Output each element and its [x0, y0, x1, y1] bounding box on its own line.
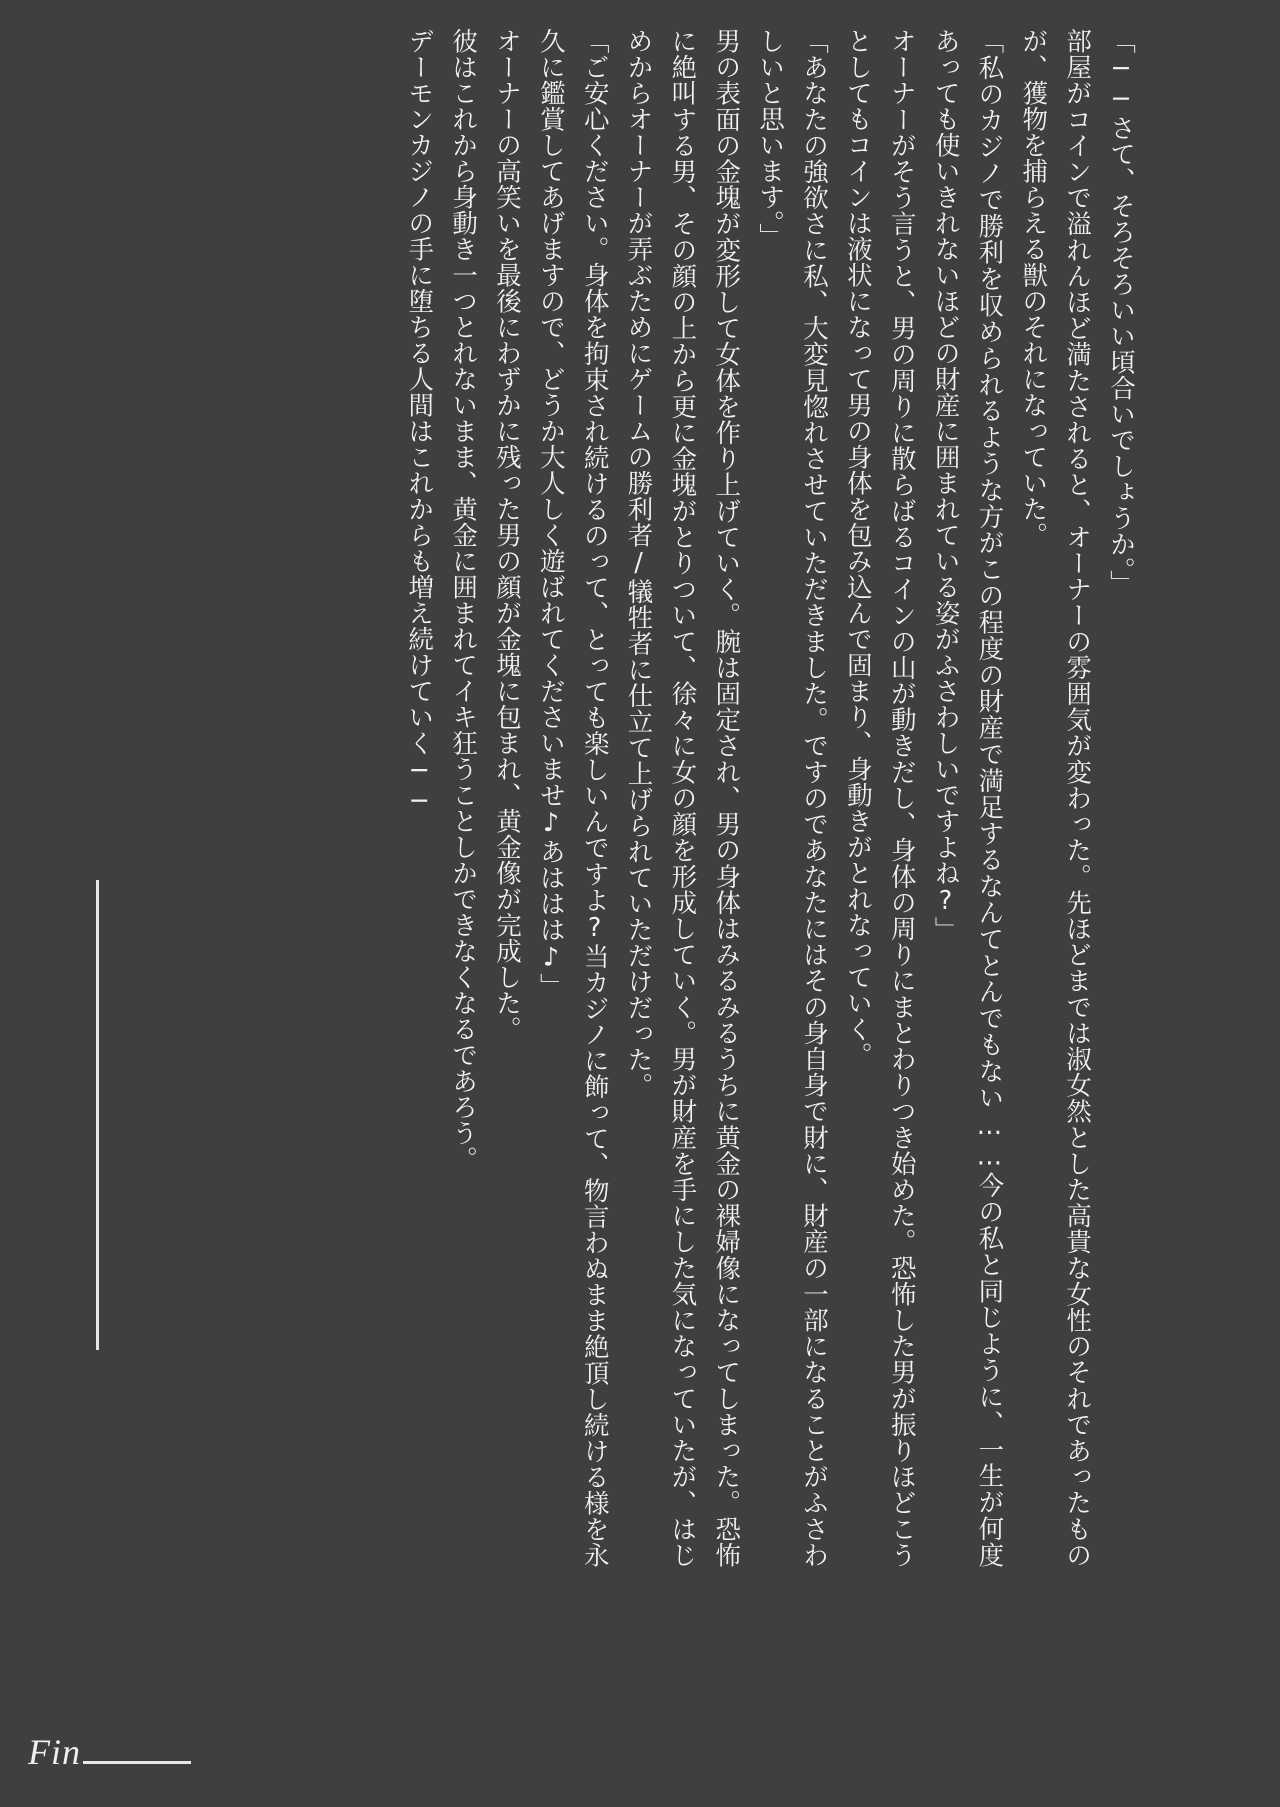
story-text-body: [22, 28, 1142, 1588]
fin-rule: [83, 1761, 191, 1764]
paragraph-5: 「あなたの強欲さに私、大変見惚れさせていただきました。ですのであなたにはその身自身で財に、財産の一部になることがふさわしいと思います。」: [755, 28, 829, 1568]
paragraph-8: オーナーの高笑いを最後にわずかに残った男の顔が金塊に包まれ、黄金像が完成した。: [491, 28, 522, 1042]
closing-rule: [96, 880, 99, 1350]
paragraph-2: 部屋がコインで溢れんほど満たされると、オーナーの雰囲気が変わった。先ほどまでは淑女然とした高貴な女性のそれであったものが、獲物を捕らえる獣のそれになっていた。: [1018, 28, 1093, 1568]
paragraph-1: 「──さて、そろそろいい頃合いでしょうか。」: [1106, 28, 1136, 597]
paragraph-10: デーモンカジノの手に堕ちる人間はこれからも増え続けていく──: [404, 28, 435, 817]
paragraph-9: 彼はこれから身動き一つとれないまま、黄金に囲まれてイキ狂うことしかできなくなるであろう。: [448, 28, 479, 1172]
paragraph-4: オーナーがそう言うと、男の周りに散らばるコインの山が動きだし、身体の周りにまとわりつき始めた。恐怖した男が振りほどこうとしてもコインは液状になって男の身体を包み込んで固まり、身動きがとれなっていく。: [842, 28, 917, 1568]
fin-label: Fin: [28, 1732, 81, 1772]
paragraph-3: 「私のカジノで勝利を収められるような方がこの程度の財産で満足するなんてとんでもない……今の私と同じように、一生が何度あっても使いきれないほどの財産に囲まれている姿がふさわしいですよね?」: [930, 28, 1005, 1568]
paragraph-7: 「ご安心ください。身体を拘束され続けるのって、とっても楽しいんですよ?当カジノに飾って、物言わぬまま絶頂し続ける様を永久に鑑賞してあげますので、どうか大人しく遊ばれてくださいませ♪あははは♪」: [535, 28, 610, 1568]
paragraph-6: 男の表面の金塊が変形して女体を作り上げていく。腕は固定され、男の身体はみるみるうちに黄金の裸婦像になってしまった。恐怖に絶叫する男、その顔の上から更に金塊がとりついて、徐々に女の顔を形成していく。男が財産を手にした気になっていたが、はじめからオーナーが弄ぶためにゲームの勝利者/犠牲者に仕立て上げられていただけだった。: [623, 28, 742, 1569]
fin-marker: [28, 1731, 191, 1773]
